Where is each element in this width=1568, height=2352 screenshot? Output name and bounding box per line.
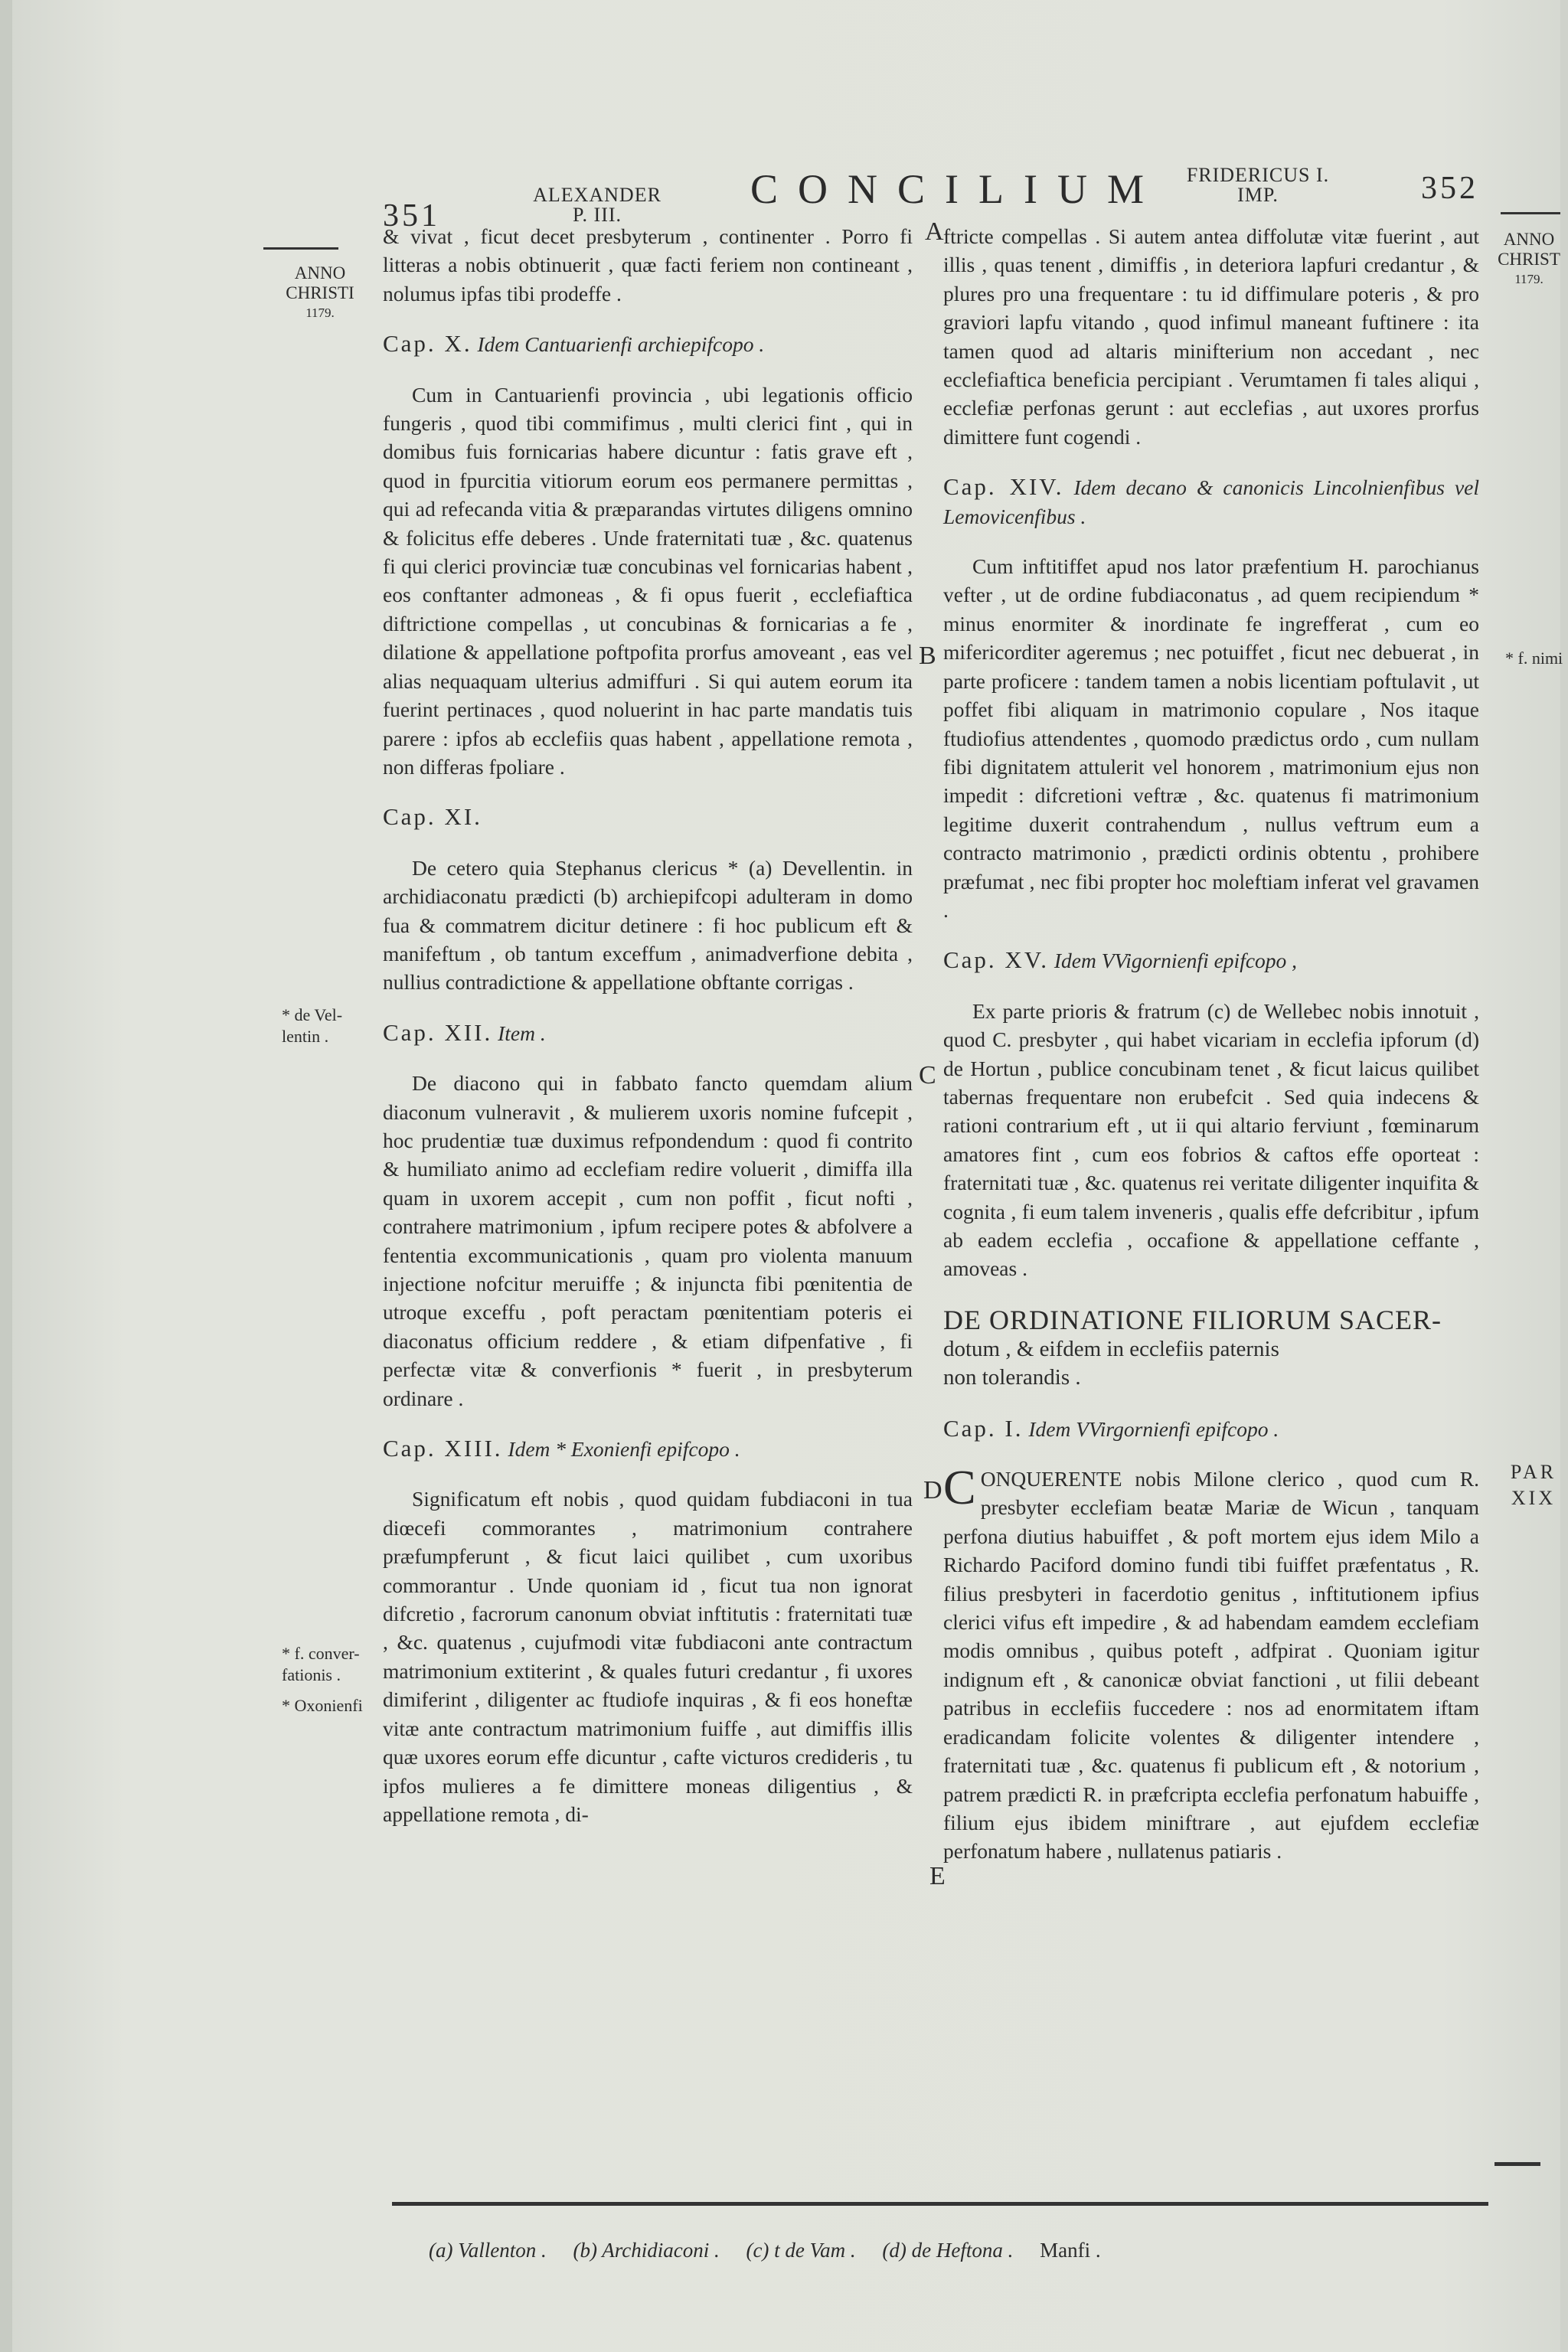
footnote-b: (b) Archidiaconi . bbox=[573, 2239, 720, 2262]
running-head-left bbox=[521, 185, 674, 225]
footnote-source: Manfi . bbox=[1040, 2239, 1101, 2262]
anno-right-line: CHRIST bbox=[1498, 250, 1560, 269]
running-head-left-line2: P. III. bbox=[572, 204, 622, 226]
chapter-title: Idem Cantuarienfi archiepifcopo . bbox=[477, 332, 765, 357]
section-heading-line1: DE ORDINATIONE FILIORUM SACER- bbox=[943, 1304, 1442, 1335]
chapter-heading bbox=[943, 472, 1479, 531]
section-letter-c: C bbox=[919, 1061, 936, 1089]
section-heading-line3: non tolerandis . bbox=[943, 1365, 1081, 1390]
paragraph: & vivat , ficut decet presbyterum , continenter . Porro fi litteras a nobis obtinuerit , quæ facti feriem non contineant , nolumus ipfas tibi prodeffe . bbox=[383, 224, 913, 305]
drop-cap: C bbox=[943, 1460, 976, 1515]
paragraph: Cum in Cantuarienfi provincia , ubi legationis officio fungeris , quod tibi commifimus , multi clerici fint , qui in domibus fuis fornicarias habere dicuntur : fatis grave eft , quod in fpurcitia vitiorum eorum eos permanere permittas , qui ad refecanda vitia & præparandas virtutes diligens omnino & folicitus effe deberes . Unde fraternitati tuæ , &c. quatenus fi qui clerici provinciæ tuæ concubinas vel fornicarias habent , eos conftanter admoneas , & fi opus fuerit , ecclefiaftica diftrictione compellas , ut concubinas & fornicarias a fe , dilatione & appellatione poftpofita prorfus amoveant , eas vel alias nequaquam ulterius admiffuri . Si qui autem eorum ita fuerint pertinaces , quod noluerint in hac parte mandatis tuis parere : ipfos ab ecclefiis quas habent , appellatione remota , non differas fpoliare . bbox=[383, 382, 913, 779]
chapter-label: Cap. XIV. bbox=[943, 473, 1064, 501]
chapter-title: Idem VVigornienfi epifcopo , bbox=[1054, 949, 1298, 973]
chapter-title: Item . bbox=[498, 1021, 546, 1045]
anno-right-line: 1179. bbox=[1514, 272, 1544, 286]
margin-dash-right bbox=[1501, 202, 1560, 222]
chapter-title: Idem decano & canonicis Lincolnienfibus vel Lemovicenfibus . bbox=[943, 475, 1479, 528]
chapter-title: Idem VVirgornienfi epifcopo . bbox=[1028, 1416, 1279, 1441]
anno-left-line: CHRISTI bbox=[286, 283, 354, 302]
chapter-label: Cap. XV. bbox=[943, 946, 1049, 974]
anno-christi-left bbox=[274, 263, 366, 323]
margin-dash-left bbox=[263, 237, 338, 257]
footnote-rule bbox=[392, 2202, 1488, 2206]
chapter-heading bbox=[943, 1414, 1479, 1443]
chapter-heading bbox=[383, 1018, 913, 1047]
paragraph: Cum inftitiffet apud nos lator præfentium H. parochianus vefter , ut de ordine fubdiaconatus , ad quem recipiendum * minus enormiter & inordinate fe ingrefferat , cum eo mifericorditer ageremus ; nec potuiffet , ficut nec debuerat , in parte proficere : tandem tamen a nobis licentiam poftulavit , ut poffet fibi aliquam in matrimonio copulare , Nos itaque ftudiofius attendentes , quomodo prædictus ordo , cum nullam fibi dignitatem attulerit vel honorem , matrimonium ejus non impedit : difcretioni veftræ , &c. quatenus fi matrimonium legitime duxerit contrahendum , nullus veftrum eum a contracto matrimonio , prædicti ordinis obtentu , prohibere præfumat , nec fibi propter hoc moleftiam inferat vel gravamen . bbox=[943, 554, 1479, 922]
footnote-d: (d) de Heftona . bbox=[882, 2239, 1014, 2262]
running-head-right-line2: IMP. bbox=[1237, 184, 1279, 206]
chapter-label: Cap. X. bbox=[383, 330, 472, 358]
margin-note-nimis: * f. nimi bbox=[1505, 648, 1563, 668]
paragraph: Significatum eft nobis , quod quidam fubdiaconi in tua diœcefi commorantes , matrimonium contrahere præfumpferunt , & ficut laici quilibet , cum uxoribus commorantur . Unde quoniam id , ficut tua non ignorat difcretio , facrorum canonum obviat inftitutis : fraternitati tuæ , &c. quatenus , cujufmodi vitæ fubdiaconi ante contractum matrimonium extiterint , & quales futuri credantur , fi uxores dimiferint , diligenter ac ftudiofe inquiras , & fi eos honeftæ vitæ ante contractum matrimonium fuiffe , aut dimiffis illis quæ uxores eorum effe dicuntur , cafte victuros credideris , tu ipfos mulieres a fe dimittere moneas diligentius , & appellatione remota , di- bbox=[383, 1487, 913, 1826]
section-letter-a: A bbox=[925, 217, 944, 246]
paragraph: De cetero quia Stephanus clericus * (a) Devellentin. in archidiaconatu prædicti (b) archiepifcopi adulteram in domo fua & commatrem dicitur detinere : fi hoc publicum eft & manifeftum , ob tantum exceffum , animadverfione debita , nullius contradictione & appellatione obftante corrigas . bbox=[383, 855, 913, 995]
page-title: CONCILIUM bbox=[750, 166, 1164, 212]
footnotes bbox=[429, 2239, 1101, 2262]
page-edge-left bbox=[0, 0, 12, 2352]
chapter-label: Cap. XII. bbox=[383, 1018, 493, 1046]
anno-christi-right bbox=[1494, 230, 1563, 289]
paragraph bbox=[943, 1460, 1479, 1866]
par-line: XIX bbox=[1511, 1487, 1557, 1509]
anno-left-line: 1179. bbox=[305, 305, 335, 320]
right-column bbox=[943, 222, 1479, 1866]
left-column bbox=[383, 222, 913, 1828]
margin-note-line: lentin . bbox=[282, 1027, 329, 1046]
anno-right-line: ANNO bbox=[1503, 230, 1555, 249]
page-edge-right bbox=[1560, 0, 1568, 2352]
paragraph: De diacono qui in fabbato fancto quemdam alium diaconum vulneravit , & mulierem uxoris nomine fufcepit , hoc prudentiæ tuæ duximus refpondendum : quod fi contrito & humiliato animo ad ecclefiam redire voluerit , dimiffa illa quam in uxorem accepit , cum non poffit , ficut nofti , contrahere matrimonium , ipfum recipere potes & abfolvere a fententia excommunicationis , quam pro violenta manuum injectione nofcitur meruiffe ; & injuncta fibi pœnitentia de utroque exceffu , poft peractam pœnitentiam poteris ei diaconatus officium reddere , & etiam difpenfative , fi perfectæ vitæ & converfionis * fuerit , in presbyterum ordinare . bbox=[383, 1071, 913, 1410]
chapter-label: Cap. XI. bbox=[383, 803, 482, 831]
footnote-c: (c) t de Vam . bbox=[746, 2239, 856, 2262]
margin-note-line: fationis . bbox=[282, 1665, 341, 1684]
section-letter-e: E bbox=[929, 1862, 946, 1890]
chapter-label: Cap. I. bbox=[943, 1414, 1024, 1442]
margin-note-vellentin bbox=[282, 1004, 342, 1047]
chapter-label: Cap. XIII. bbox=[383, 1435, 503, 1462]
margin-note-line: * de Vel- bbox=[282, 1005, 343, 1024]
anno-left-line: ANNO bbox=[294, 263, 346, 283]
paragraph-text: ONQUERENTE nobis Milone clerico , quod cum R. presbyter ecclefiam beatæ Mariæ de Wicun , tanquam perfona diutius habuiffet , & poft mortem ejus idem Milo a Richardo Paciford domino fundi tibi fuiffet præfentatus , R. filius presbyteri in facerdotio genitus , inftitutionem ipfius clerici vifus eft impedire , & ad habendam eamdem ecclefiam modis omnibus , quibus poteft , adfpirat . Quoniam igitur indignum eft , & canonicæ obviat fanctioni , ut filii debeant patribus in ecclefiis fuccedere : nos ad enormitatem iftam eradicandam folicite volentes & diligenter intendere , fraternitati tuæ , &c. quatenus fi publicum eft , & notorium , patrem prædicti R. in præfcripta ecclefia perfonatum habuiffe , filium ejus ibidem miniftrare , aut ejufdem ecclefiæ perfonatum habere , nullatenus patiaris . bbox=[943, 1467, 1479, 1864]
page-number-left: 351 bbox=[383, 198, 440, 234]
chapter-heading bbox=[943, 946, 1479, 975]
par-line: PAR bbox=[1510, 1461, 1557, 1483]
right-column-end-rule bbox=[1494, 2162, 1540, 2166]
paragraph: Ex parte prioris & fratrum (c) de Wellebec nobis innotuit , quod C. presbyter , qui habet vicariam in ecclefia ipforum (d) de Hortun , publice concubinam tenet , & ficut laicus quilibet tabernas frequentare non erubefcit . Sed quia indecens & rationi contrarium eft , ut ii qui altario ferviunt , fœminarum amatores fint , cum eos fobrios & caftos effe oporteat : fraternitati tuæ , &c. quatenus rei veritate diligenter inquifita & cognita , fi eum talem inveneris , qualis effe defcribitur , ipfum ab eadem ecclefia , occafione & appellatione ceffante , amoveas . bbox=[943, 998, 1479, 1281]
chapter-heading bbox=[383, 802, 913, 831]
par-marker bbox=[1501, 1459, 1566, 1511]
section-heading bbox=[943, 1305, 1479, 1393]
running-head-right-line1: FRIDERICUS I. bbox=[1186, 164, 1330, 186]
footnote-a: (a) Vallenton . bbox=[429, 2239, 547, 2262]
margin-note-line: * f. conver- bbox=[282, 1644, 360, 1663]
page-number-right: 352 bbox=[1421, 171, 1478, 206]
margin-note-conversationis bbox=[282, 1643, 360, 1686]
chapter-heading bbox=[383, 329, 913, 358]
margin-note-oxoniensi: * Oxonienfi bbox=[282, 1696, 363, 1715]
section-letter-b: B bbox=[919, 642, 936, 670]
chapter-title: Idem * Exonienfi epifcopo . bbox=[508, 1437, 740, 1462]
section-letter-d: D bbox=[923, 1476, 942, 1504]
chapter-heading bbox=[383, 1434, 913, 1463]
section-heading-line2: dotum , & eifdem in ecclefiis paternis bbox=[943, 1336, 1279, 1361]
running-head-right bbox=[1178, 165, 1338, 205]
running-head-left-line1: ALEXANDER bbox=[533, 184, 662, 206]
paragraph: ftricte compellas . Si autem antea diffolutæ vitæ fuerint , aut illis , quas tenent , dimiffis , in deteriora lapfuri credantur , & plures pro una frequentare : tu id diffimulare poteris , & pro graviori lapfu vitando , quod infimul maneant fuftinere : ita tamen quod ad altaris minifterium non accedant , nec ecclefiaftica beneficia percipiant . Verumtamen fi tales aliqui , ecclefiæ perfonas gerunt : aut ecclefias , aut uxores prorfus dimittere funt cogendi . bbox=[943, 224, 1479, 449]
